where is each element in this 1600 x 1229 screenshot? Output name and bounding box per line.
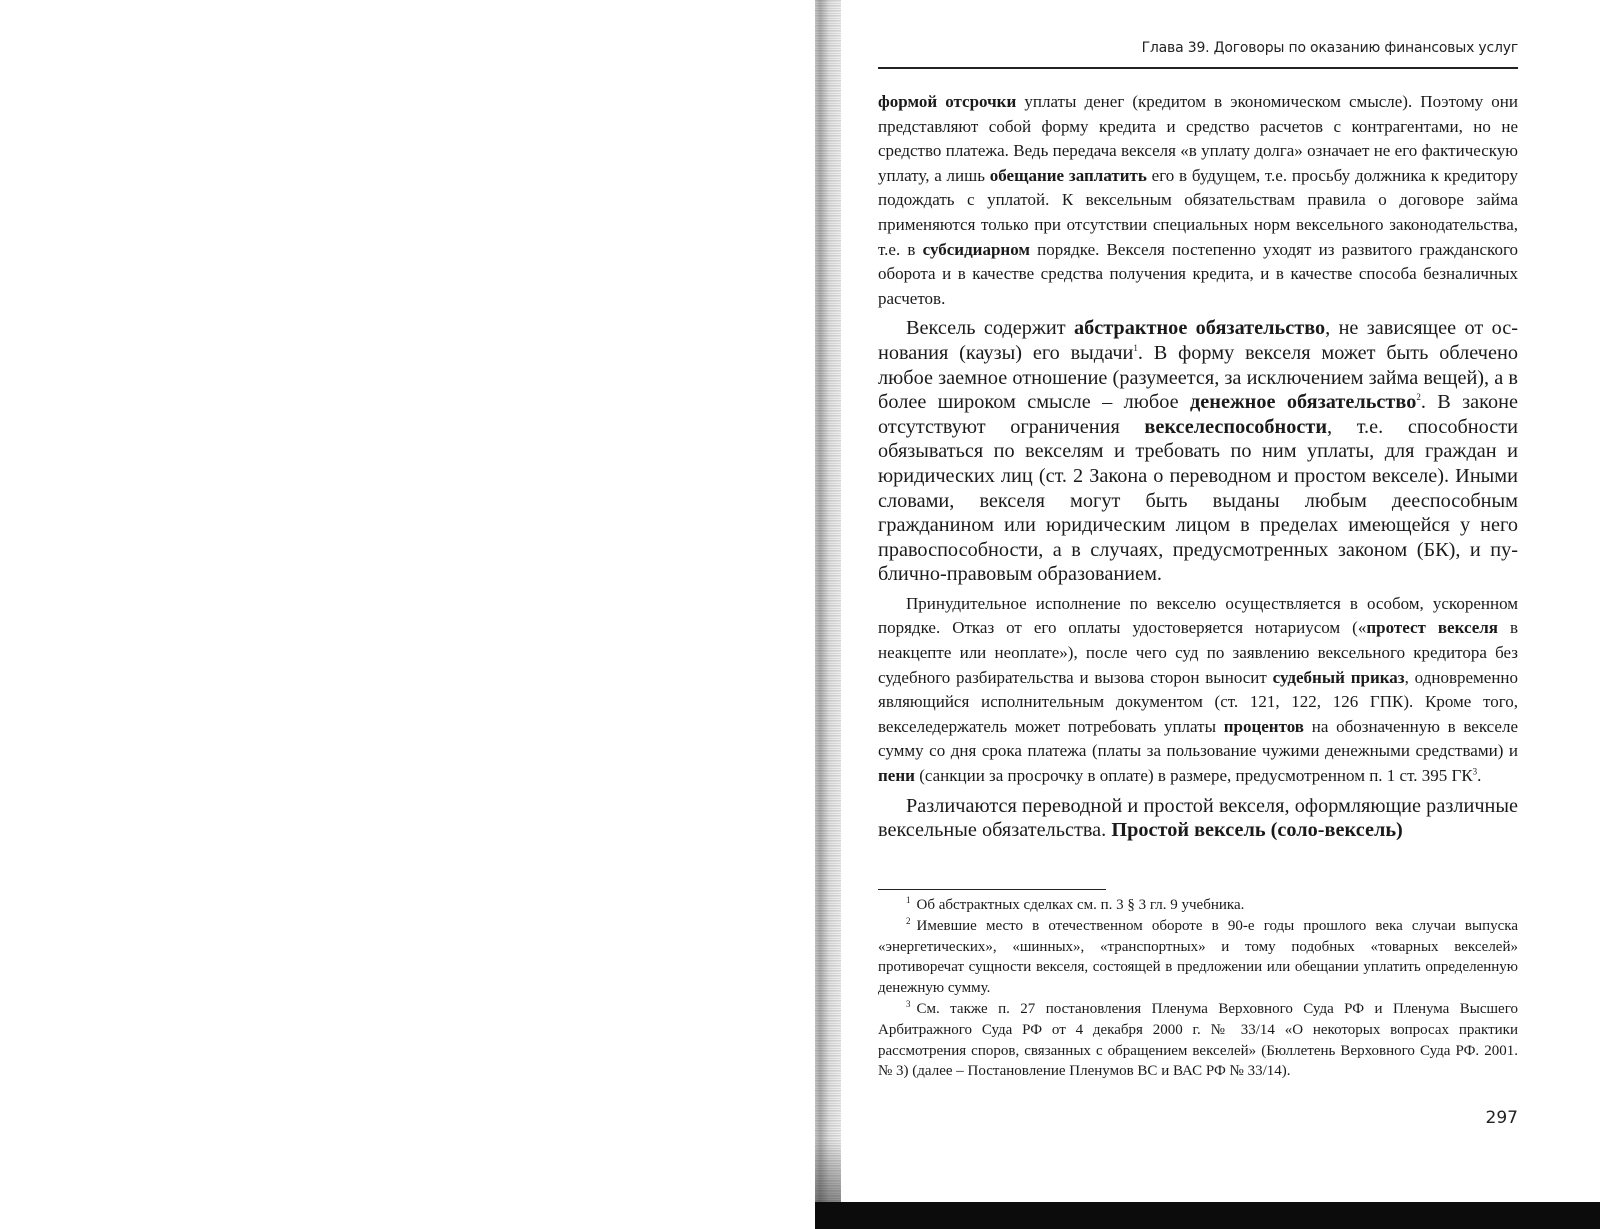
header-rule (878, 67, 1518, 69)
footnote-3: $^3$ См. также п. 27 постановления Пленума Верховного Суда РФ и Пленума Высшего Арбитражного Суда РФ от 4 декабря 2000 г. № 33/14 «О некоторых вопросах практики рассмотрения споров, связанных с обращением векселей» (Бюллетень Верховного Суда РФ. 2001. № 3) (далее – Постановление Пленумов ВС и ВАС РФ № 33/14). (878, 998, 1518, 1080)
book-binding-shadow (815, 0, 841, 1229)
bold-term: векселеспособности (1144, 415, 1328, 438)
bold-term: обещание заплатить (989, 165, 1147, 185)
running-head: Глава 39. Договоры по оказанию финансовых услуг (1141, 40, 1518, 56)
bold-term: процентов (1223, 716, 1304, 736)
book-page-297 (878, 0, 1518, 1200)
bold-term: судебный приказ (1272, 667, 1405, 687)
bold-term: абстрактное обязательство (1073, 317, 1326, 340)
footnotes (878, 895, 1518, 1082)
page-number: 297 (1485, 1108, 1518, 1128)
footnote-ref: 2 (1416, 392, 1421, 403)
footnote-mark: 1 (906, 895, 911, 905)
footnote-2: $^2$ Имевшие место в отечественном обороте в 90-е годы прошлого века случаи выпуска «энергетических», «шинных», «транспортных» и тому подобных «товарных векселей» противоречат сущности векселя, состоящей в предложении или обещании уплатить определенную денежную сумму. (878, 915, 1518, 997)
bold-term: денежное обязательство (1190, 391, 1417, 414)
bold-term: пени (878, 766, 915, 786)
body-text (878, 90, 1518, 843)
bold-term: субсидиарном (922, 239, 1030, 259)
bold-term: Простой вексель (соло-вексель) (1111, 819, 1403, 842)
paragraph-4: Различаются переводной и простой векселя, оформляющие различные вексельные обязательства. Простой вексель (соло-вексель) (878, 794, 1518, 842)
footnote-ref: 3 (1472, 766, 1478, 777)
paragraph-1: формой отсрочки уплаты денег (кредитом в экономическом смысле). Поэтому они представляют собой форму кредита и средство расчетов с контрагентами, но не средство платежа. Ведь передача векселя «в уплату долга» означает не его фактическую уплату, а лишь обещание заплатить его в будущем, т.е. просьбу должника к кредитору подождать с уплатой. К вексельным обязательствам правила о договоре займа применяются только при отсутствии специальных норм вексельного законодательства, т.е. в субсидиарном порядке. Векселя постепенно уходят из развитого гражданского оборота и в качестве средства получения кредита, и в качестве способа безналичных расчетов. (878, 92, 1519, 308)
paragraph-2: Вексель содержит абстрактное обязательство, не зависящее от основания (каузы) его выдачи$^1$. В форму векселя может быть облечено любое заемное отношение (разумеется, за исключением займа вещей), а в более широком смысле – любое денежное обязательство$^2$. В законе отсутствуют ограничения векселеспособности, т.е. способности обязываться по векселям и требовать по ним уплаты, для граждан и юридических лиц (ст. 2 Закона о переводном и простом векселе). Иными словами, векселя могут быть выданы любым дееспособным гражданином или юридическим лицом в пределах имеющейся у него правоспособности, а в случаях, предусмотренных законом (БК), и публично-правовым образованием. (878, 317, 1518, 586)
bold-term: протест векселя (1366, 618, 1498, 638)
paragraph-3: Принудительное исполнение по векселю осуществляется в особом, ускоренном порядке. Отказ от его оплаты удостоверяется нотариусом («протест векселя в неакцепте или неоплате»), после чего суд по заявлению вексельного кредитора без судебного разбирательства и вызова сторон выносит судебный приказ, одновременно являющийся исполнительным документом (ст. 121, 122, 126 ГПК). Кроме того, векселедержатель может потребовать уплаты процентов на обозначенную в векселе сумму со дня срока платежа (платы за пользование чужими денежными средствами) и пени (санкции за просрочку в оплате) в размере, предусмотренном п. 1 ст. 395 $ГК^3$. (878, 593, 1519, 786)
footnote-ref: 1 (1133, 343, 1138, 354)
footnote-mark: 2 (906, 915, 911, 926)
footnote-1: $^1$ Об абстрактных сделках см. п. 3 § 3 гл. 9 учебника. (906, 895, 1245, 913)
scan-bottom-edge (815, 1202, 1600, 1229)
bold-term: формой отсрочки (878, 92, 1017, 111)
footnote-rule (878, 889, 1106, 890)
footnote-mark: 3 (906, 998, 911, 1009)
